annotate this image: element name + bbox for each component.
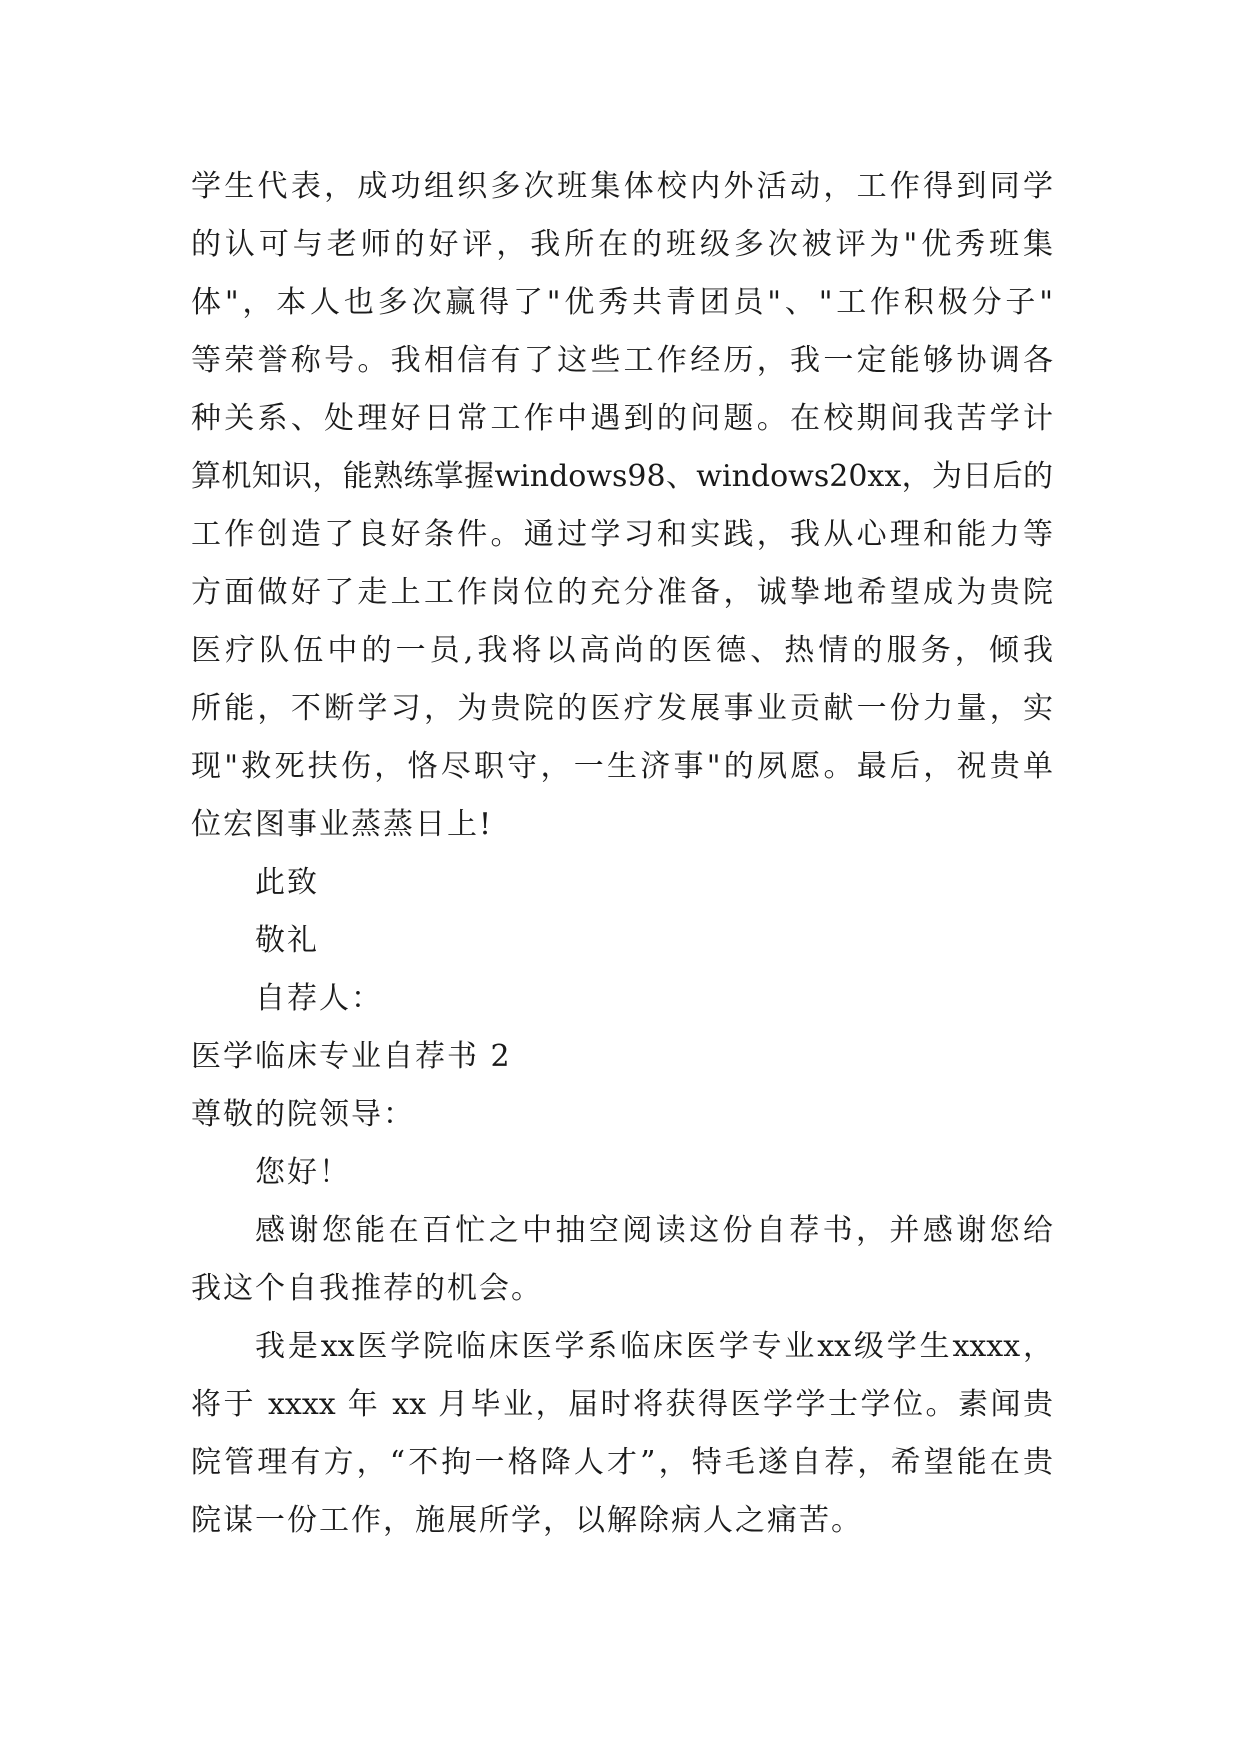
letter-hello: 您好！ xyxy=(255,1155,351,1190)
section-title: 医学临床专业自荐书 2 xyxy=(191,1039,512,1074)
text-line: 院谋一份工作，施展所学，以解除病人之痛苦。 xyxy=(191,1503,863,1538)
text-line: 工作创造了良好条件。通过学习和实践，我从心理和能力等 xyxy=(191,517,1053,552)
letter-greeting: 尊敬的院领导： xyxy=(191,1097,415,1132)
paragraph-thanks xyxy=(191,1202,1053,1318)
text-line: 我是xx医学院临床医学系临床医学专业xx级学生xxxx， xyxy=(255,1329,1053,1364)
text-line: 方面做好了走上工作岗位的充分准备，诚挚地希望成为贵院 xyxy=(191,575,1053,610)
paragraph-intro xyxy=(191,1318,1053,1550)
text-line: 体"，本人也多次赢得了"优秀共青团员"、"工作积极分子" xyxy=(191,285,1053,320)
text-line: 算机知识，能熟练掌握windows98、windows20xx，为日后的 xyxy=(191,459,1053,494)
text-line: 感谢您能在百忙之中抽空阅读这份自荐书，并感谢您给 xyxy=(255,1213,1053,1248)
text-line: 学生代表，成功组织多次班集体校内外活动，工作得到同学 xyxy=(191,169,1053,204)
text-line: 将于 xxxx 年 xx 月毕业，届时将获得医学学士学位。素闻贵 xyxy=(191,1387,1053,1422)
text-line: 现"救死扶伤，恪尽职守，一生济事"的夙愿。最后，祝贵单 xyxy=(191,749,1053,784)
paragraph-continued xyxy=(191,158,1053,854)
text-line: 我这个自我推荐的机会。 xyxy=(191,1271,543,1306)
text-line: 种关系、处理好日常工作中遇到的问题。在校期间我苦学计 xyxy=(191,401,1053,436)
text-line: 等荣誉称号。我相信有了这些工作经历，我一定能够协调各 xyxy=(191,343,1053,378)
text-line: 所能，不断学习，为贵院的医疗发展事业贡献一份力量，实 xyxy=(191,691,1053,726)
closing-regards: 敬礼 xyxy=(255,923,319,958)
text-line: 的认可与老师的好评，我所在的班级多次被评为"优秀班集 xyxy=(191,227,1053,262)
closing-salutation: 此致 xyxy=(255,865,319,900)
text-line: 院管理有方，“不拘一格降人才”，特毛遂自荐，希望能在贵 xyxy=(191,1445,1053,1480)
signature-line: 自荐人： xyxy=(255,981,383,1016)
text-line: 医疗队伍中的一员,我将以高尚的医德、热情的服务，倾我 xyxy=(191,633,1053,668)
text-line: 位宏图事业蒸蒸日上! xyxy=(191,807,494,842)
document-body xyxy=(191,158,1053,1550)
